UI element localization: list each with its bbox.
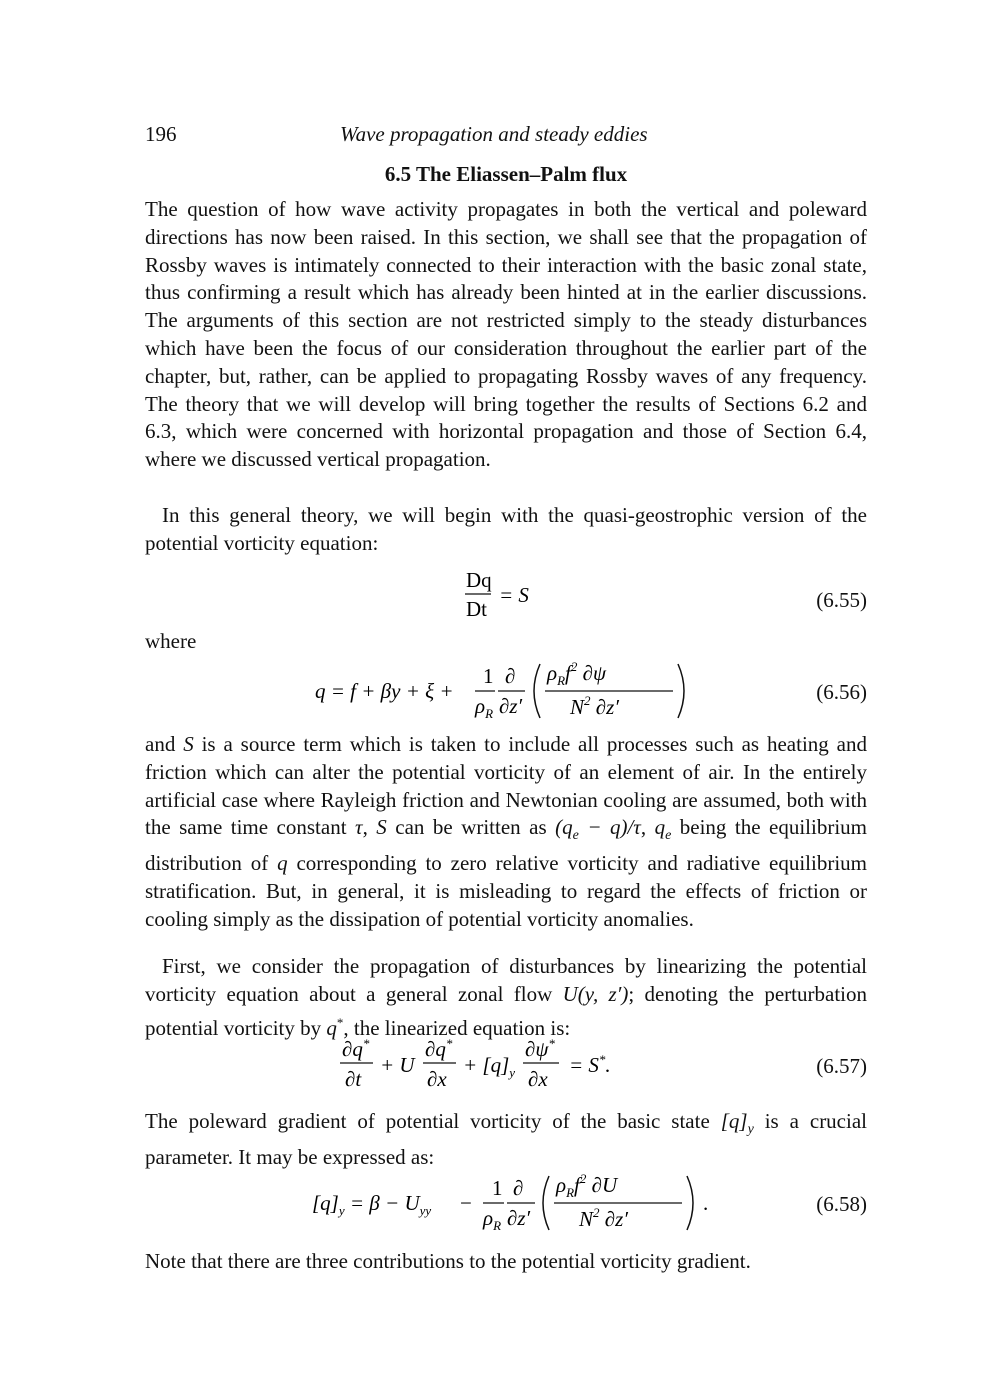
- paragraph-intro: The question of how wave activity propagates in both the vertical and poleward directions has now been raised. In this section, we shall see that the propagation of Rossby waves is intimately connected to their interaction with the basic zonal state, thus confirming a result which has already been hinted at in the earlier discussions. The arguments of this section are not restricted simply to the steady disturbances which have been the focus of our consideration throughout the earlier part of the chapter, but, rather, can be applied to propagating Rossby waves of any frequency. The theory that we will develop will bring together the results of Sections 6.2 and 6.3, which were concerned with horizontal propagation and those of Section 6.4, where we discussed vertical propagation.: [145, 197, 867, 472]
- p3-symbol-qe: q: [654, 815, 666, 840]
- p4-symbol-star: *: [336, 1014, 344, 1030]
- p4-symbol-q: q: [326, 1015, 337, 1040]
- equation-6-57: [145, 1036, 867, 1096]
- eq658-f2-num: ∂: [513, 1176, 524, 1200]
- p4-text-3: , the linearized equation is:: [343, 1015, 571, 1040]
- equation-6-55: [145, 566, 867, 626]
- eq657-b: ∂t: [345, 1067, 362, 1091]
- eq658-f3-num: $\rho_Rf^2$ ∂U: [556, 1171, 618, 1200]
- p3-symbol-qe-sub: e: [665, 828, 672, 844]
- p3-text-5: ,: [640, 815, 655, 840]
- eq656-f3-den: $N^2$ ∂z′: [570, 693, 619, 719]
- equation-6-56-svg: [145, 656, 867, 726]
- word-where: where: [145, 629, 197, 653]
- p3-text-6: being the equilibrium distribution of: [145, 815, 868, 876]
- eq655-rhs: = S: [499, 583, 529, 607]
- paragraph-linearizing: [145, 953, 867, 1042]
- eq658-f2-den: ∂z′: [507, 1206, 531, 1230]
- eq658-minus: −: [460, 1191, 472, 1215]
- eq656-right-paren: [678, 664, 684, 718]
- paragraph-poleward-gradient: [145, 1108, 867, 1172]
- eq658-f3-den: $N^2$ ∂z′: [579, 1205, 628, 1231]
- eq656-f3-num: $\rho_Rf^2$ ∂ψ: [547, 659, 607, 688]
- eq658-dot: .: [703, 1191, 709, 1215]
- equation-number-6-55: (6.55): [816, 588, 867, 612]
- eq656-f1-den: $\rho_R$: [475, 694, 494, 721]
- p3-expr-1: (q: [555, 815, 573, 840]
- equation-number-6-56: (6.56): [816, 680, 867, 704]
- eq657-f: + $[q]_y$: [463, 1053, 516, 1080]
- paragraph-general-theory: In this general theory, we will begin with the quasi-geostrophic version of the potential vorticity equation:: [145, 503, 867, 555]
- eq658-lhs: $[q]_y = \beta - U_{yy}$: [312, 1191, 432, 1218]
- p3-text-3: ,: [362, 815, 377, 840]
- p4-expr-u: U(y, z′): [562, 981, 629, 1006]
- p3-symbol-s: S: [183, 732, 194, 756]
- p3-text-7: corresponding to zero relative vorticity and radiative equilibrium stratification. But, in general, it is misleading to regard the effects of friction or cooling simply as the dissipation of potential vorticity anomalies.: [145, 851, 867, 931]
- eq657-i: = S*.: [569, 1052, 611, 1077]
- eq656-f2-den: ∂z′: [499, 694, 523, 718]
- eq657-a: ∂q*: [342, 1036, 370, 1061]
- eq656-left-paren: [534, 664, 540, 718]
- p5-text-1: The poleward gradient of potential vorticity of the basic state: [145, 1109, 721, 1133]
- p3-symbol-q: q: [277, 851, 288, 876]
- eq655-num: Dq: [466, 568, 492, 592]
- eq657-d: ∂q*: [425, 1036, 453, 1061]
- eq657-h: ∂x: [528, 1067, 548, 1091]
- p3-text-4: can be written as: [386, 815, 556, 840]
- eq658-right-paren: [687, 1176, 693, 1230]
- p3-symbol-tau: τ: [355, 815, 363, 840]
- eq658-f1-num: 1: [492, 1176, 503, 1200]
- running-title: Wave propagation and steady eddies: [340, 122, 648, 146]
- eq656-lhs: q = f + βy + ξ +: [315, 679, 454, 703]
- eq656-f2-num: ∂: [505, 664, 516, 688]
- p4-text-1: First, we consider the propagation of disturbances by linearizing the potential vorticity equation about a general zonal flow: [145, 954, 867, 1006]
- paragraph-source-term: [145, 731, 867, 934]
- eq657-g: ∂ψ*: [525, 1036, 555, 1061]
- p5-symbol-q: [q]: [720, 1109, 748, 1133]
- p5-symbol-sub: y: [747, 1122, 754, 1138]
- eq658-left-paren: [543, 1176, 549, 1230]
- eq657-e: ∂x: [427, 1067, 447, 1091]
- eq657-c: + U: [380, 1053, 415, 1077]
- equation-6-58: [145, 1168, 867, 1233]
- p5-text-2: is a crucial parameter. It may be expressed as:: [145, 1109, 867, 1169]
- equation-6-57-svg: [145, 1036, 867, 1100]
- p3-expr-sub: e: [572, 828, 579, 844]
- page-number: 196: [145, 122, 177, 146]
- equation-number-6-58: (6.58): [816, 1192, 867, 1216]
- p4-text-2: ; denoting the perturbation potential vorticity by: [145, 981, 867, 1040]
- eq656-f1-num: 1: [483, 664, 494, 688]
- p3-symbol-s2: S: [376, 815, 387, 840]
- p3-expr-2: − q)/τ: [578, 815, 641, 840]
- paragraph-three-contributions: Note that there are three contributions to the potential vorticity gradient.: [145, 1249, 751, 1273]
- p3-text-1: and: [145, 732, 184, 756]
- equation-number-6-57: (6.57): [816, 1054, 867, 1078]
- eq655-den: Dt: [466, 597, 487, 621]
- p3-text-2: is a source term which is taken to include all processes such as heating and friction which can alter the potential vorticity of an element of air. In the entirely artificial case where Rayleigh friction and Newtonian cooling are assumed, both with the same time constant: [145, 732, 867, 840]
- eq658-f1-den: $\rho_R$: [483, 1206, 502, 1233]
- equation-6-56: [145, 656, 867, 721]
- equation-6-55-svg: [145, 566, 867, 626]
- equation-6-58-svg: [145, 1168, 867, 1238]
- section-title: 6.5 The Eliassen–Palm flux: [384, 162, 628, 186]
